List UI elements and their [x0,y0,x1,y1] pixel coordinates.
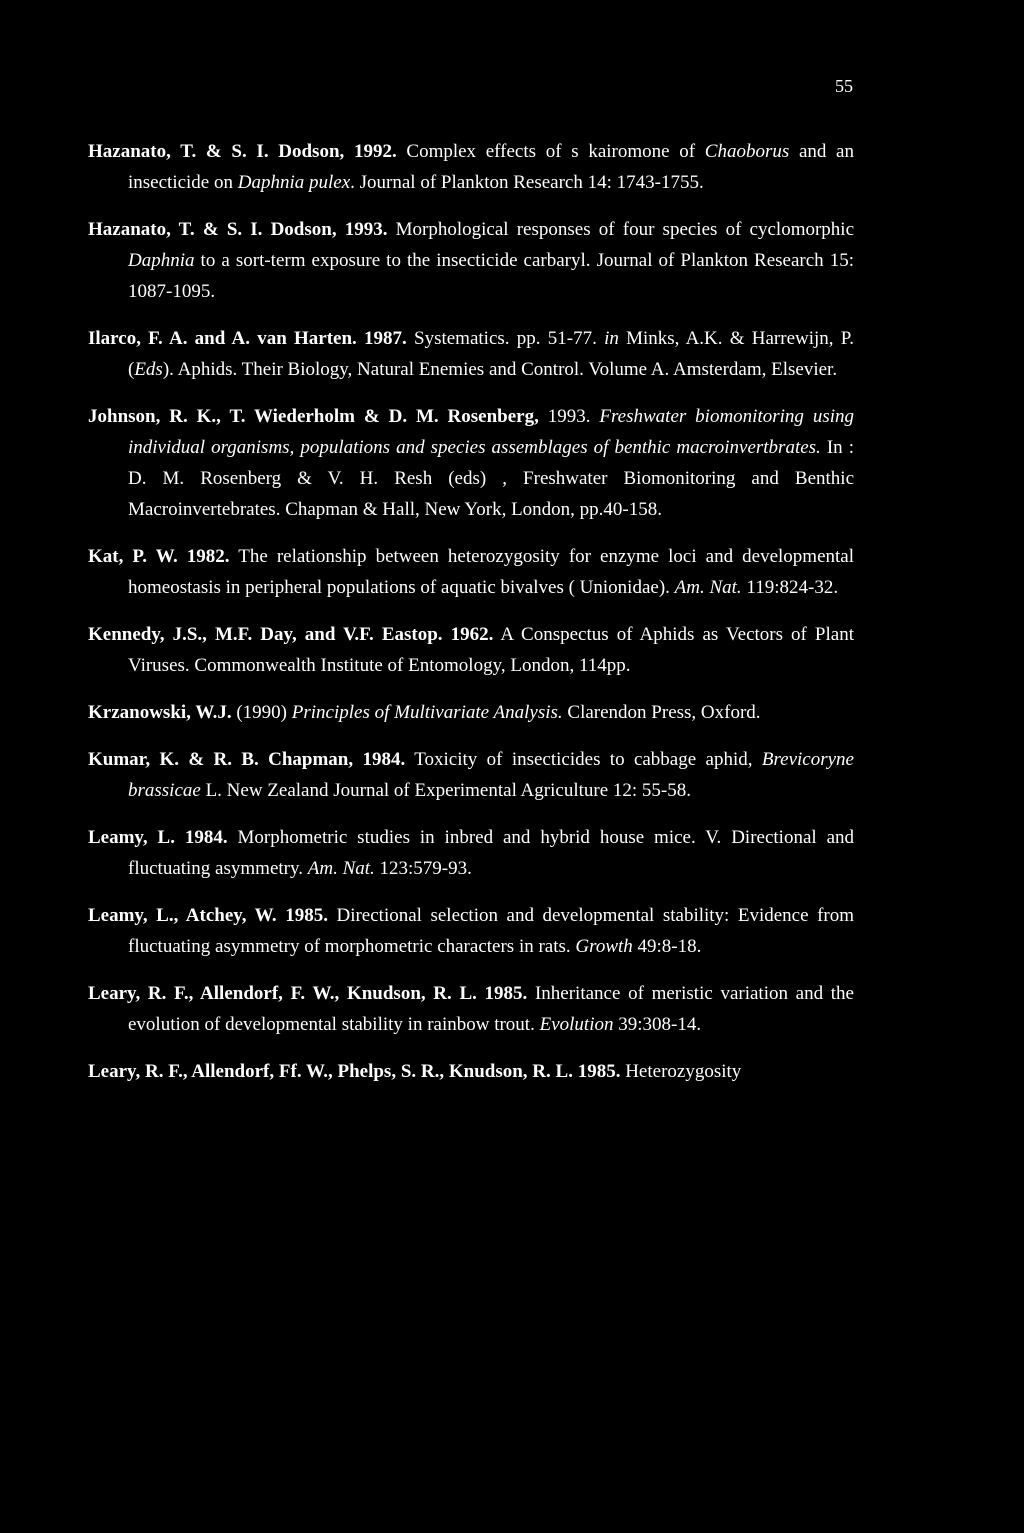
reference-authors: Ilarco, F. A. and A. van Harten. 1987. [88,328,407,349]
reference-entry [88,744,854,806]
reference-text: Clarendon Press, Oxford. [562,702,761,723]
reference-text: Complex effects of s kairomone of [396,141,705,162]
reference-text: Systematics. pp. 51-77. [406,328,605,349]
reference-text: L. New Zealand Journal of Experimental Agriculture 12: 55-58. [200,780,691,801]
reference-text: Morphometric studies in inbred and hybrid house mice. V. Directional and fluctuating asymmetry. [128,827,855,879]
reference-italic: Chaoborus [704,141,790,162]
reference-authors: Kennedy, J.S., M.F. Day, and V.F. Eastop. 1962. [88,624,494,645]
reference-text: Directional selection and developmental stability: Evidence from fluctuating asymmetry of morphometric characters in rats. [128,905,855,957]
reference-authors: Leary, R. F., Allendorf, F. W., Knudson, R. L. 1985. [88,983,528,1004]
reference-entry [88,541,854,603]
reference-italic: in [604,328,619,349]
reference-entry [88,822,854,884]
reference-authors: Krzanowski, W.J. [88,702,232,723]
reference-entry [88,401,854,525]
reference-entry [88,697,854,728]
reference-authors: Hazanato, T. & S. I. Dodson, 1992. [88,141,397,162]
reference-italic: Am. Nat. [674,577,742,598]
reference-text: 49:8-18. [632,936,702,957]
reference-italic: Brevicoryne brassicae [128,749,854,801]
reference-text: (1990) [231,702,292,723]
reference-text: . Journal of Plankton Research 14: 1743-1755. [350,172,704,193]
reference-italic: Freshwater biomonitoring using individual organisms, populations and species assemblages of benthic macroinvertbrates. [128,406,854,458]
reference-authors: Kumar, K. & R. B. Chapman, 1984. [88,749,406,770]
reference-text: 119:824-32. [741,577,839,598]
reference-entry [88,136,854,198]
reference-entry [88,900,854,962]
reference-entry [88,1056,854,1087]
reference-text: Heterozygosity [620,1061,742,1082]
reference-entry [88,323,854,385]
reference-italic: Eds [134,359,163,380]
reference-entry [88,978,854,1040]
reference-italic: Daphnia [128,250,195,271]
reference-text: Inheritance of meristic variation and the evolution of developmental stability in rainbow trout. [128,983,854,1035]
page-number: 55 [835,76,853,96]
reference-text: Morphological responses of four species of cyclomorphic [387,219,855,240]
reference-text: A Conspectus of Aphids as Vectors of Plant Viruses. Commonwealth Institute of Entomology, London, 114pp. [128,624,854,676]
reference-authors: Leamy, L., Atchey, W. 1985. [88,905,328,926]
reference-authors: Hazanato, T. & S. I. Dodson, 1993. [88,219,388,240]
reference-italic: Am. Nat. [307,858,375,879]
reference-text: Toxicity of insecticides to cabbage aphid, [405,749,762,770]
reference-entry [88,619,854,681]
reference-text: 1993. [538,406,600,427]
reference-text: 123:579-93. [374,858,472,879]
reference-italic: Daphnia pulex [237,172,351,193]
reference-text: 39:308-14. [613,1014,702,1035]
reference-list [88,136,854,1103]
reference-italic: Evolution [539,1014,614,1035]
reference-entry [88,214,854,307]
reference-authors: Johnson, R. K., T. Wiederholm & D. M. Rosenberg, [88,406,539,427]
reference-text: The relationship between heterozygosity for enzyme loci and developmental homeostasis in peripheral populations of aquatic bivalves ( Unionidae). [128,546,854,598]
reference-text: to a sort-term exposure to the insecticide carbaryl. Journal of Plankton Research 15: 1087-1095. [128,250,854,302]
reference-italic: Growth [575,936,633,957]
reference-text: Minks, A.K. & Harrewijn, P. ( [128,328,854,380]
reference-authors: Leary, R. F., Allendorf, Ff. W., Phelps, S. R., Knudson, R. L. 1985. [88,1061,621,1082]
reference-italic: Principles of Multivariate Analysis. [291,702,563,723]
reference-text: In : D. M. Rosenberg & V. H. Resh (eds) , Freshwater Biomonitoring and Benthic Macroinvertebrates. Chapman & Hall, New York, London, pp.40-158. [128,437,854,520]
reference-authors: Kat, P. W. 1982. [88,546,230,567]
reference-text: ). Aphids. Their Biology, Natural Enemies and Control. Volume A. Amsterdam, Elsevier. [162,359,838,380]
reference-text: and an insecticide on [128,141,854,193]
reference-authors: Leamy, L. 1984. [88,827,228,848]
